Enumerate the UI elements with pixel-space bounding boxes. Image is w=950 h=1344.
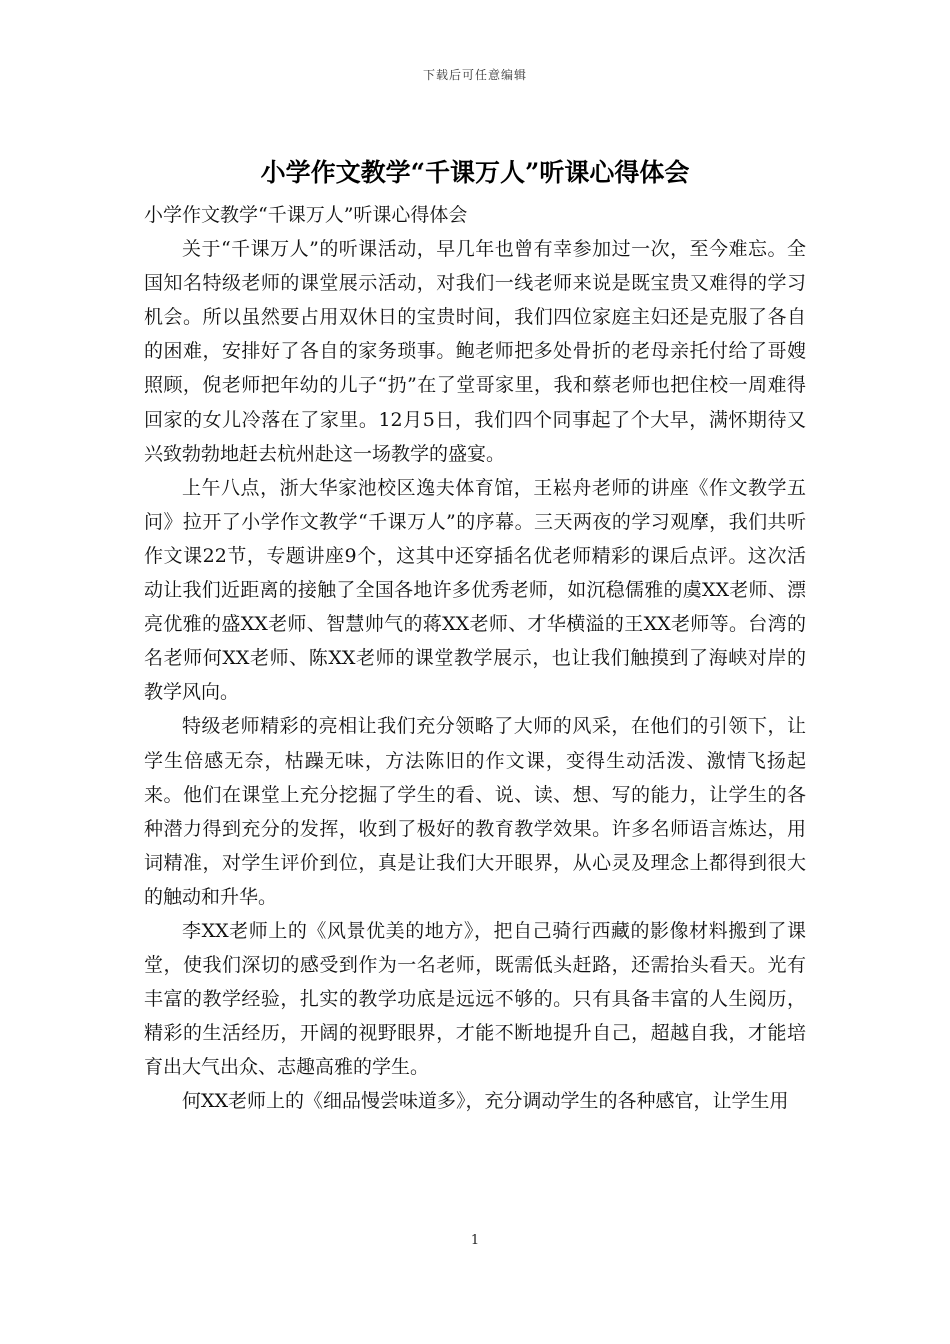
paragraph: 特级老师精彩的亮相让我们充分领略了大师的风采，在他们的引领下，让学生倍感无奈，枯躁无味，方法陈旧的作文课，变得生动活泼、激情飞扬起来。他们在课堂上充分挖掘了学生的看、说、读、想、写的能力，让学生的各种潜力得到充分的发挥，收到了极好的教育教学效果。许多名师语言炼达，用词精准，对学生评价到位，真是让我们大开眼界，从心灵及理念上都得到很大的触动和升华。 [144, 715, 806, 908]
header-note: 下载后可任意编辑 [422, 68, 527, 82]
document-title: 小学作文教学“千课万人”听课心得体会 [260, 158, 690, 187]
document-body [144, 198, 806, 1119]
paragraph: 李XX老师上的《风景优美的地方》，把自己骑行西藏的影像材料搬到了课堂，使我们深切的感受到作为一名老师，既需低头赶路，还需抬头看天。光有丰富的教学经验，扎实的教学功底是远远不够的。只有具备丰富的人生阅历，精彩的生活经历，开阔的视野眼界，才能不断地提升自己，超越自我，才能培育出大气出众、志趣高雅的学生。 [144, 919, 806, 1079]
paragraph: 何XX老师上的《细品慢尝味道多》，充分调动学生的各种感官，让学生用 [182, 1090, 789, 1113]
paragraph: 关于“千课万人”的听课活动，早几年也曾有幸参加过一次，至今难忘。全国知名特级老师的课堂展示活动，对我们一线老师来说是既宝贵又难得的学习机会。所以虽然要占用双休日的宝贵时间，我们四位家庭主妇还是克服了各自的困难，安排好了各自的家务琐事。鲍老师把多处骨折的老母亲托付给了哥嫂照顾，倪老师把年幼的儿子“扔”在了堂哥家里，我和蔡老师也把住校一周难得回家的女儿冷落在了家里。12月5日，我们四个同事起了个大早，满怀期待又兴致勃勃地赶去杭州赴这一场教学的盛宴。 [144, 238, 806, 465]
document-subtitle: 小学作文教学“千课万人”听课心得体会 [144, 204, 468, 226]
page-number: 1 [470, 1233, 480, 1248]
paragraph: 上午八点，浙大华家池校区逸夫体育馆，王崧舟老师的讲座《作文教学五问》拉开了小学作文教学“千课万人”的序幕。三天两夜的学习观摩，我们共听作文课22节，专题讲座9个，这其中还穿插名优老师精彩的课后点评。这次活动让我们近距离的接触了全国各地许多优秀老师，如沉稳儒雅的虞XX老师、漂亮优雅的盛XX老师、智慧帅气的蒋XX老师、才华横溢的王XX老师等。台湾的名老师何XX老师、陈XX老师的课堂教学展示，也让我们触摸到了海峡对岸的教学风向。 [144, 476, 806, 704]
